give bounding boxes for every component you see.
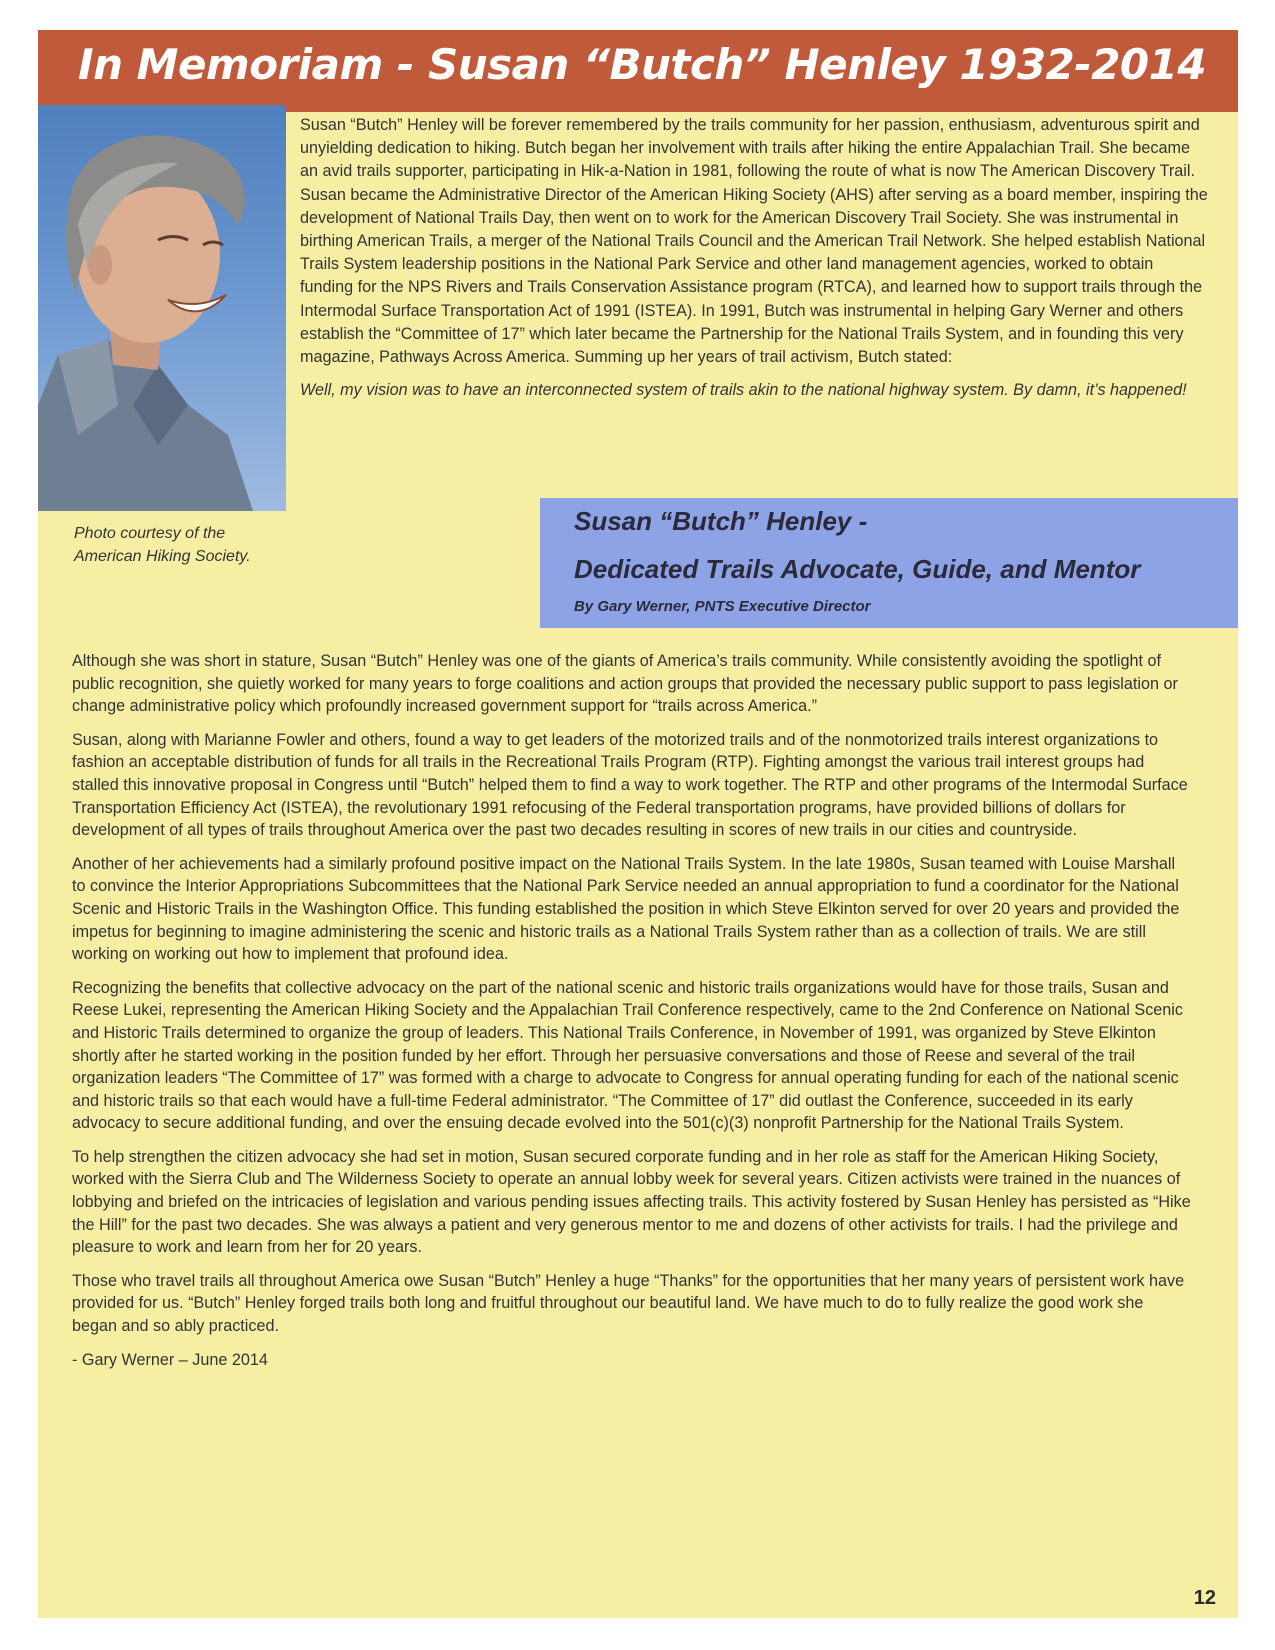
caption-line: Photo courtesy of the	[74, 525, 226, 542]
intro-section	[300, 114, 1210, 402]
article-byline: By Gary Werner, PNTS Executive Director	[574, 598, 871, 615]
intro-quote: Well, my vision was to have an interconnected system of trails akin to the national highway system. By damn, it’s happened!	[300, 381, 1187, 400]
title-banner	[38, 30, 1238, 112]
author-signature: - Gary Werner – June 2014	[72, 1350, 268, 1369]
portrait-illustration	[38, 105, 286, 511]
photo-caption	[74, 522, 294, 568]
article-title-line1: Susan “Butch” Henley -	[574, 506, 868, 536]
article-paragraph: Another of her achievements had a similarly profound positive impact on the National Trails System. In the late 1980s, Susan teamed with Louise Marshall to convince the Interior Appropriations Subcommittees that the National Park Service needed an annual appropriation to fund a coordinator for the National Scenic and Historic Trails in the Washington Office. This funding established the position in which Steve Elkinton served for over 20 years and provided the impetus for beginning to imagine administering the scenic and historic trails as a National Trails System rather than as a collection of trails. We are still working on working out how to implement that profound idea.	[72, 854, 1180, 964]
article-body	[72, 650, 1192, 1382]
article-paragraph: Recognizing the benefits that collective advocacy on the part of the national scenic and historic trails organizations would have for those trails, Susan and Reese Lukei, representing the American Hiking Society and the Appalachian Trail Conference respectively, came to the 2nd Conference on National Scenic and Historic Trails determined to organize the group of leaders. This National Trails Conference, in November of 1991, was organized by Steve Elkinton shortly after he started working in the position funded by her effort. Through her persuasive conversations and those of Reese and several of the trail organization leaders “The Committee of 17” was formed with a charge to advocate to Congress for annual operating funding for each of the national scenic and historic trails so that each would have a full-time Federal administrator. “The Committee of 17” did outlast the Conference, succeeded in its early advocacy to secure additional funding, and over the ensuing decade evolved into the 501(c)(3) nonprofit Partnership for the National Trails System.	[72, 978, 1183, 1133]
portrait-photo	[38, 105, 286, 511]
caption-line: American Hiking Society.	[74, 548, 251, 565]
article-header-box	[540, 498, 1238, 628]
article-paragraph: Those who travel trails all throughout America owe Susan “Butch” Henley a huge “Thanks” for the opportunities that her many years of persistent work have provided for us. “Butch” Henley forged trails both long and fruitful throughout our beautiful land. We have much to do to fully realize the good work she began and so ably practiced.	[72, 1271, 1185, 1336]
article-paragraph: To help strengthen the citizen advocacy she had set in motion, Susan secured corporate funding and in her role as staff for the American Hiking Society, worked with the Sierra Club and The Wilderness Society to operate an annual lobby week for several years. Citizen activists were trained in the nuances of lobbying and briefed on the intricacies of legislation and various pending issues affecting trails. This activity fostered by Susan Henley has persisted as “Hike the Hill” for the past two decades. She was always a patient and very generous mentor to me and dozens of other activists for trails. I had the privilege and pleasure to work and learn from her for 20 years.	[72, 1147, 1191, 1257]
article-paragraph: Susan, along with Marianne Fowler and others, found a way to get leaders of the motorized trails and of the nonmotorized trails interest organizations to fashion an acceptable distribution of funds for all trails in the Recreational Trails Program (RTP). Fighting amongst the various trail interest groups had stalled this innovative proposal in Congress until “Butch” helped them to find a way to work together. The RTP and other programs of the Intermodal Surface Transportation Efficiency Act (ISTEA), the revolutionary 1991 refocusing of the Federal transportation programs, have provided billions of dollars for development of all types of trails throughout America over the past two decades resulting in scores of new trails in our cities and countryside.	[72, 730, 1188, 840]
article-paragraph: Although she was short in stature, Susan “Butch” Henley was one of the giants of America’s trails community. While consistently avoiding the spotlight of public recognition, she quietly worked for many years to forge coalitions and action groups that provided the necessary public support to pass legislation or change administrative policy which profoundly increased government support for “trails across America.”	[72, 652, 1178, 716]
article-title-line2: Dedicated Trails Advocate, Guide, and Mentor	[574, 554, 1141, 584]
page-title: In Memoriam - Susan “Butch” Henley 1932-2014	[78, 40, 1207, 89]
magazine-page	[38, 30, 1238, 1618]
page-number: 12	[1193, 1587, 1216, 1609]
intro-paragraph: Susan “Butch” Henley will be forever remembered by the trails community for her passion, enthusiasm, adventurous spirit and unyielding dedication to hiking. Butch began her involvement with trails after hiking the entire Appalachian Trail. She became an avid trails supporter, participating in Hik-a-Nation in 1981, following the route of what is now The American Discovery Trail. Susan became the Administrative Director of the American Hiking Society (AHS) after serving as a board member, inspiring the development of National Trails Day, then went on to work for the American Discovery Trail Society. She was instrumental in birthing American Trails, a merger of the National Trails Council and the American Trail Network. She helped establish National Trails System leadership positions in the National Park Service and other land management agencies, worked to obtain funding for the NPS Rivers and Trails Conservation Assistance program (RTCA), and learned how to support trails through the Intermodal Surface Transportation Act of 1991 (ISTEA). In 1991, Butch was instrumental in helping Gary Werner and others establish the “Committee of 17” which later became the Partnership for the National Trails System, and in founding this very magazine, Pathways Across America. Summing up her years of trail activism, Butch stated:	[300, 116, 1208, 367]
